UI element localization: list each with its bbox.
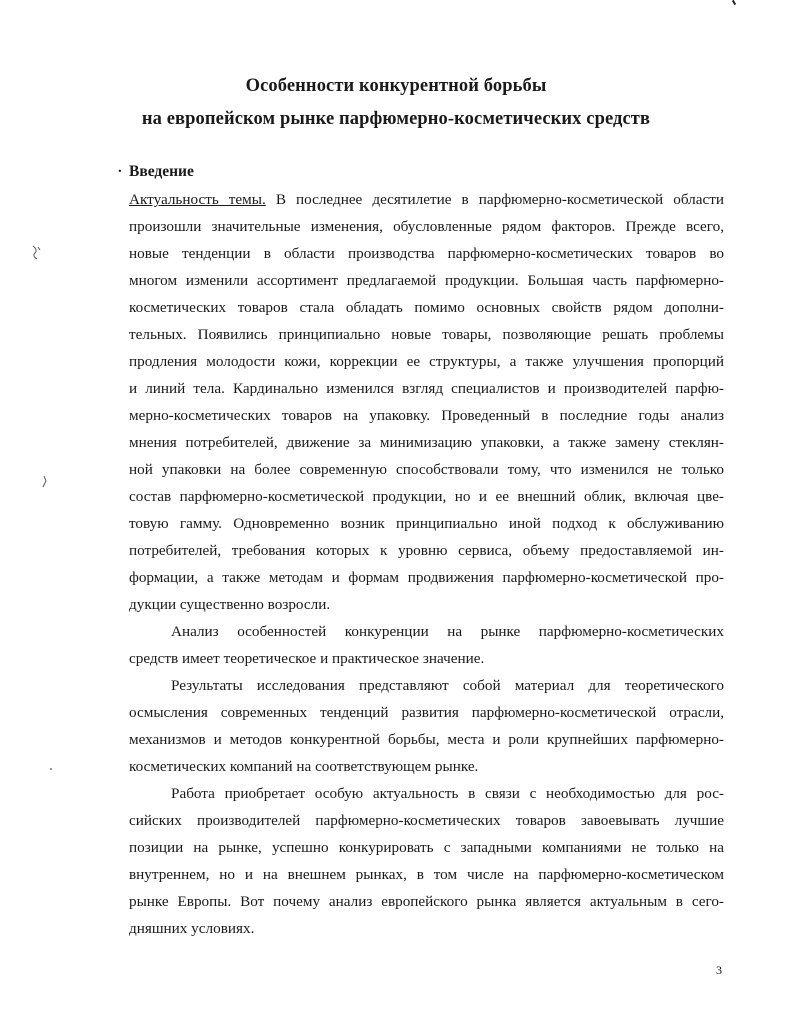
paragraph-3-line: Результаты исследования представляют собой материал для теоретического [171,677,724,694]
paragraph-1-line: косметических товаров стала обладать помимо основных свойств рядом дополни- [129,299,724,316]
paragraph-1-line: мерно-косметических товаров на упаковку. Проведенный в последние годы анализ [129,407,724,424]
paragraph-1-line: мнения потребителей, движение за минимизацию упаковки, а также замену стеклян- [129,434,724,451]
paragraph-1-line: ной упаковки на более современную способствовали тому, что изменился не только [129,461,724,478]
paragraph-3-line: механизмов и методов конкурентной борьбы, места и роли крупнейших парфюмерно- [129,731,724,748]
paragraph-1-line: потребителей, требования которых к уровню сервиса, объему предоставляемой ин- [129,542,724,559]
paragraph-2-line: средств имеет теоретическое и практическое значение. [129,650,485,667]
margin-scribble-icon [30,244,44,262]
paragraph-1-line: и линий тела. Кардинально изменился взгляд специалистов и производителей парфю- [129,380,724,397]
paragraph-1-line: новые тенденции в области производства парфюмерно-косметических товаров во [129,245,724,262]
paragraph-4-line: внутреннем, но и на внешнем рынках, в том числе на парфюмерно-косметическом [129,866,724,883]
paragraph-1-line: продления молодости кожи, коррекции ее структуры, а также улучшения пропорций [129,353,724,370]
paragraph-1-line: товую гамму. Одновременно возник принципиально иной подход к обслуживанию [129,515,724,532]
paragraph-1-line-1 [129,190,724,210]
paragraph-4-line: позиции на рынке, успешно конкурировать с западными компаниями не только на [129,839,724,856]
scan-artifact-mark [732,0,736,5]
paragraph-2-line: Анализ особенностей конкуренции на рынке парфюмерно-косметических [171,623,724,640]
paragraph-1-line: дукции существенно возросли. [129,596,331,613]
paragraph-4-line: сийских производителей парфюмерно-косметических товаров завоевывать лучшие [129,812,724,829]
paragraph-1-first-line-text: В последнее десятилетие в парфюмерно-косметической области [265,191,724,208]
margin-scribble-icon [40,474,50,490]
paragraph-4-line: Работа приобретает особую актуальность в связи с необходимостью для рос- [171,785,724,802]
paragraph-4-line: рынке Европы. Вот почему анализ европейского рынка является актуальным в сего- [129,893,724,910]
paragraph-1-line: состав парфюмерно-косметической продукции, но и ее внешний облик, включая цве- [129,488,724,505]
heading-marker-dot: . [118,160,122,176]
paragraph-1-line: тельных. Появились принципиально новые товары, позволяющие решать проблемы [129,326,724,343]
margin-dot [50,768,52,770]
document-title-line-2: на европейском рынке парфюмерно-косметических средств [141,109,651,129]
paragraph-1-line: формации, а также методам и формам продвижения парфюмерно-косметической про- [129,569,724,586]
page-number: 3 [716,963,722,977]
section-heading: Введение [129,163,194,180]
paragraph-3-line: косметических компаний на соответствующем рынке. [129,758,479,775]
paragraph-3-line: осмысления современных тенденций развития парфюмерно-косметической отрасли, [129,704,724,721]
intro-underlined-label: Актуальность темы. [129,191,266,208]
document-title-line-1: Особенности конкурентной борьбы [245,76,547,96]
paragraph-1-line: произошли значительные изменения, обусловленные рядом факторов. Прежде всего, [129,218,724,235]
paragraph-1-line: многом изменили ассортимент предлагаемой продукции. Большая часть парфюмерно- [129,272,724,289]
paragraph-4-line: дняшних условиях. [129,920,255,937]
